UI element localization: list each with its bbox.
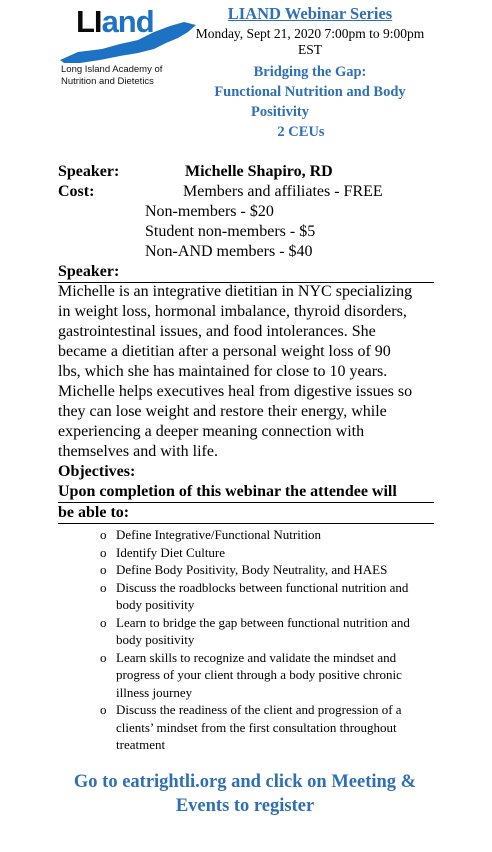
webinar-topic	[190, 62, 430, 122]
event-date-line: EST	[297, 42, 322, 57]
series-title: LIAND Webinar Series	[227, 4, 393, 23]
objectives-heading: Objectives:	[58, 463, 136, 480]
objective-item	[96, 526, 436, 544]
topic-line: Bridging the Gap:	[253, 64, 367, 80]
bio-heading: Speaker:	[58, 262, 434, 283]
bio-line: experiencing a deeper meaning connection with	[58, 423, 365, 440]
logo-word-black: LI	[76, 4, 102, 39]
registration-callout	[40, 770, 450, 818]
speaker-name: Michelle Shapiro, RD	[185, 163, 333, 180]
objective-text: Learn to bridge the gap between functional nutrition and body positivity	[116, 614, 410, 647]
bio-line: themselves and with life.	[58, 443, 218, 460]
objective-text: Identify Diet Culture	[116, 544, 226, 560]
bullet-icon: o	[100, 544, 107, 560]
bullet-icon: o	[100, 614, 107, 630]
bullet-icon: o	[100, 579, 107, 595]
objectives-list	[96, 526, 436, 754]
topic-line: Functional Nutrition and Body	[214, 84, 406, 100]
bio-line: Michelle helps executives heal from digestive issues so	[58, 383, 413, 400]
logo-wordmark	[76, 6, 154, 38]
cost-item: Members and affiliates - FREE	[183, 183, 383, 200]
registration-line: Events to register	[175, 796, 315, 816]
bio-line: they can lose weight and restore their energy, while	[58, 403, 387, 420]
logo-org-name	[61, 64, 201, 88]
bio-line: gastrointestinal issues, and food intolerances. She	[58, 323, 376, 340]
cost-item: Student non-members - $5	[145, 223, 316, 240]
objectives-intro-line: be able to:	[58, 503, 434, 524]
objective-item	[96, 701, 436, 754]
webinar-header	[190, 4, 430, 142]
bullet-icon: o	[100, 527, 107, 542]
bullet-icon: o	[100, 649, 107, 665]
objectives-intro	[58, 482, 434, 524]
ceu-count: 2 CEUs	[277, 124, 325, 140]
registration-line: Go to eatrightli.org and click on Meeting &	[73, 772, 417, 792]
speaker-bio	[58, 282, 438, 462]
bio-line: became a dietitian after a personal weight loss of 90	[58, 343, 391, 360]
cost-label: Cost:	[58, 183, 95, 200]
logo-org-line: Nutrition and Dietetics	[61, 76, 154, 87]
liand-logo	[58, 4, 198, 104]
objective-text: Discuss the readiness of the client and progression of a clients’ mindset from the first consultation throughout treatment	[116, 702, 402, 752]
objective-text: Discuss the roadblocks between functional nutrition and body positivity	[116, 579, 409, 612]
event-date-line: Monday, Sept 21, 2020 7:00pm to 9:00pm	[195, 26, 425, 41]
objective-item	[96, 614, 436, 649]
bio-line: lbs, which she has maintained for close to 10 years.	[58, 363, 388, 380]
cost-item: Non-AND members - $40	[145, 243, 313, 260]
objective-text: Learn skills to recognize and validate the mindset and progress of your client through a body positive chronic illness journey	[116, 649, 402, 700]
bio-line: in weight loss, hormonal imbalance, thyroid disorders,	[58, 303, 407, 320]
bio-line: Michelle is an integrative dietitian in NYC specializing	[58, 283, 413, 300]
objective-text: Define Body Positivity, Body Neutrality, and HAES	[116, 562, 388, 577]
cost-item: Non-members - $20	[145, 203, 274, 220]
bullet-icon: o	[100, 562, 107, 577]
speaker-label: Speaker:	[58, 163, 120, 180]
objective-item	[96, 649, 436, 702]
objective-text: Define Integrative/Functional Nutrition	[116, 527, 322, 542]
event-date	[190, 26, 430, 58]
objective-item	[96, 544, 436, 562]
objectives-intro-line: Upon completion of this webinar the attendee will	[58, 482, 434, 503]
logo-word-blue: and	[101, 4, 154, 39]
logo-org-line: Long Island Academy of	[61, 64, 163, 75]
objective-item	[96, 561, 436, 579]
bullet-icon: o	[100, 702, 107, 717]
objective-item	[96, 579, 436, 614]
topic-line: Positivity	[251, 104, 309, 120]
